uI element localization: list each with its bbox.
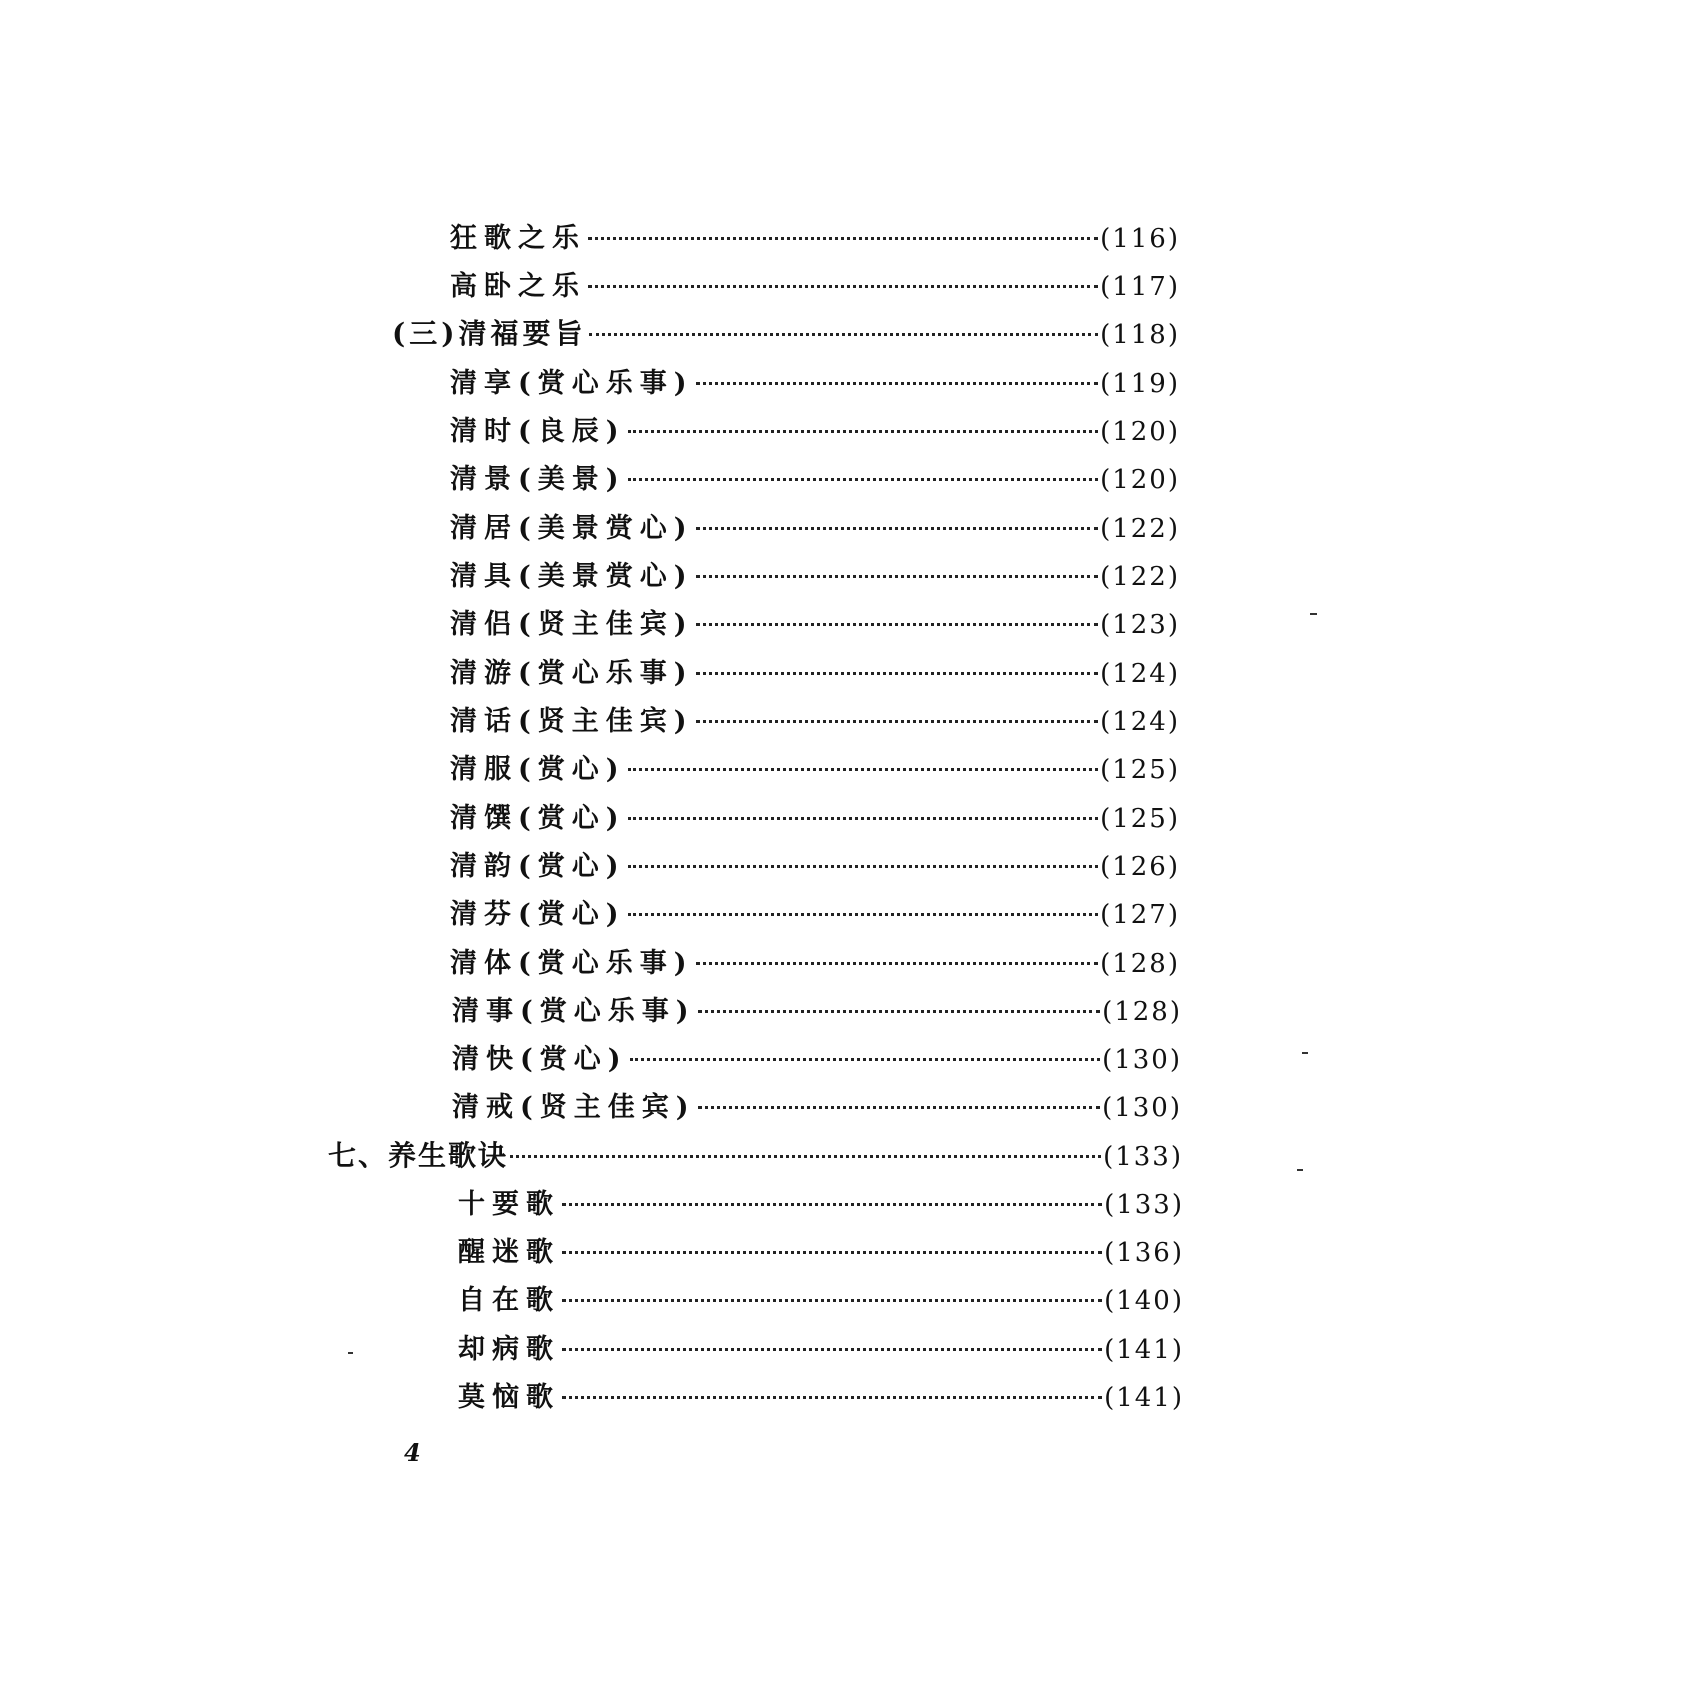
scan-speck: [1297, 1169, 1303, 1171]
toc-entry-page: (118): [1100, 320, 1180, 350]
toc-entry-page: (124): [1100, 707, 1180, 737]
scan-speck: [1302, 1052, 1308, 1054]
toc-entry-title: 清体(赏心乐事): [450, 948, 694, 979]
toc-entry: [450, 602, 1180, 642]
dot-leader: [696, 575, 1099, 578]
dot-leader: [696, 623, 1099, 626]
dot-leader: [562, 1299, 1102, 1302]
dot-leader: [628, 865, 1099, 868]
dot-leader: [628, 478, 1099, 481]
toc-entry-page: (117): [1100, 272, 1180, 302]
dot-leader: [628, 768, 1099, 771]
dot-leader: [589, 333, 1099, 336]
toc-entry-title: 七、养生歌诀: [328, 1139, 509, 1172]
toc-entry-page: (116): [1100, 224, 1180, 254]
toc-entry-title: 却病歌: [458, 1334, 560, 1365]
toc-entry-title: 清快(赏心): [452, 1044, 628, 1075]
toc-entry: [458, 1327, 1184, 1367]
toc-entry-page: (124): [1100, 659, 1180, 689]
toc-entry-page: (119): [1100, 369, 1180, 399]
toc-entry-page: (133): [1103, 1142, 1183, 1172]
toc-entry-page: (125): [1100, 804, 1180, 834]
toc-entry-page: (128): [1102, 997, 1182, 1027]
toc-entry: [450, 457, 1180, 497]
toc-entry-page: (130): [1102, 1045, 1182, 1075]
dot-leader: [628, 817, 1099, 820]
toc-entry-page: (141): [1104, 1335, 1184, 1365]
toc-entry-page: (122): [1100, 514, 1180, 544]
toc-entry-page: (126): [1100, 852, 1180, 882]
toc-entry: [450, 361, 1180, 401]
toc-entry-title: 莫恼歌: [458, 1382, 560, 1413]
toc-entry: [450, 892, 1180, 932]
toc-entry-title: 清戒(贤主佳宾): [452, 1092, 696, 1123]
toc-entry-page: (122): [1100, 562, 1180, 592]
toc-section-heading: [392, 312, 1180, 352]
dot-leader: [628, 913, 1099, 916]
toc-entry-title: 清侣(贤主佳宾): [450, 609, 694, 640]
toc-entry-page: (130): [1102, 1093, 1182, 1123]
toc-entry: [452, 1037, 1182, 1077]
toc-entry: [450, 941, 1180, 981]
dot-leader: [510, 1155, 1101, 1158]
toc-chapter-heading: [328, 1134, 1183, 1174]
toc-entry: [450, 699, 1180, 739]
toc-entry: [450, 409, 1180, 449]
toc-entry: [450, 747, 1180, 787]
toc-entry-title: 清事(赏心乐事): [452, 996, 696, 1027]
scan-speck: [348, 1352, 353, 1354]
dot-leader: [698, 1106, 1101, 1109]
toc-entry: [458, 1230, 1184, 1270]
toc-entry: [458, 1375, 1184, 1415]
toc-entry-page: (120): [1100, 417, 1180, 447]
dot-leader: [696, 720, 1099, 723]
toc-entry: [450, 651, 1180, 691]
toc-entry: [458, 1182, 1184, 1222]
toc-entry-title: 清时(良辰): [450, 416, 626, 447]
toc-entry: [450, 216, 1180, 256]
dot-leader: [696, 527, 1099, 530]
dot-leader: [562, 1203, 1102, 1206]
toc-entry-title: 清服(赏心): [450, 754, 626, 785]
toc-entry: [458, 1278, 1184, 1318]
dot-leader: [698, 1010, 1101, 1013]
scan-speck: [1310, 613, 1317, 615]
toc-entry-title: 狂歌之乐: [450, 223, 586, 254]
toc-entry-page: (128): [1100, 949, 1180, 979]
dot-leader: [588, 285, 1098, 288]
dot-leader: [628, 430, 1099, 433]
toc-entry-page: (123): [1100, 610, 1180, 640]
dot-leader: [630, 1058, 1101, 1061]
toc-entry: [450, 554, 1180, 594]
toc-entry-page: (136): [1104, 1238, 1184, 1268]
toc-entry-title: 清话(贤主佳宾): [450, 706, 694, 737]
toc-entry-page: (141): [1104, 1383, 1184, 1413]
dot-leader: [562, 1396, 1102, 1399]
toc-entry-title: 清游(赏心乐事): [450, 658, 694, 689]
toc-entry-title: 清景(美景): [450, 464, 626, 495]
dot-leader: [696, 382, 1099, 385]
toc-entry-title: 清享(赏心乐事): [450, 368, 694, 399]
toc-entry: [452, 1085, 1182, 1125]
toc-entry-title: 十要歌: [458, 1189, 560, 1220]
dot-leader: [696, 962, 1099, 965]
toc-entry-page: (133): [1104, 1190, 1184, 1220]
dot-leader: [696, 672, 1099, 675]
toc-entry-page: (120): [1100, 465, 1180, 495]
toc-entry-title: 清居(美景赏心): [450, 513, 694, 544]
toc-entry-title: 清芬(赏心): [450, 899, 626, 930]
toc-entry-title: 清韵(赏心): [450, 851, 626, 882]
dot-leader: [562, 1251, 1102, 1254]
toc-entry-title: 高卧之乐: [450, 271, 586, 302]
dot-leader: [588, 237, 1098, 240]
toc-entry: [450, 844, 1180, 884]
toc-entry-page: (125): [1100, 755, 1180, 785]
toc-entry: [450, 506, 1180, 546]
toc-entry-title: (三)清福要旨: [392, 317, 587, 350]
toc-entry: [450, 796, 1180, 836]
page-number: 4: [404, 1438, 421, 1467]
toc-entry: [450, 264, 1180, 304]
toc-entry-title: 自在歌: [458, 1285, 560, 1316]
toc-entry-title: 清具(美景赏心): [450, 561, 694, 592]
toc-entry-page: (127): [1100, 900, 1180, 930]
toc-entry: [452, 989, 1182, 1029]
toc-entry-title: 清馔(赏心): [450, 803, 626, 834]
dot-leader: [562, 1348, 1102, 1351]
toc-entry-page: (140): [1104, 1286, 1184, 1316]
toc-entry-title: 醒迷歌: [458, 1237, 560, 1268]
